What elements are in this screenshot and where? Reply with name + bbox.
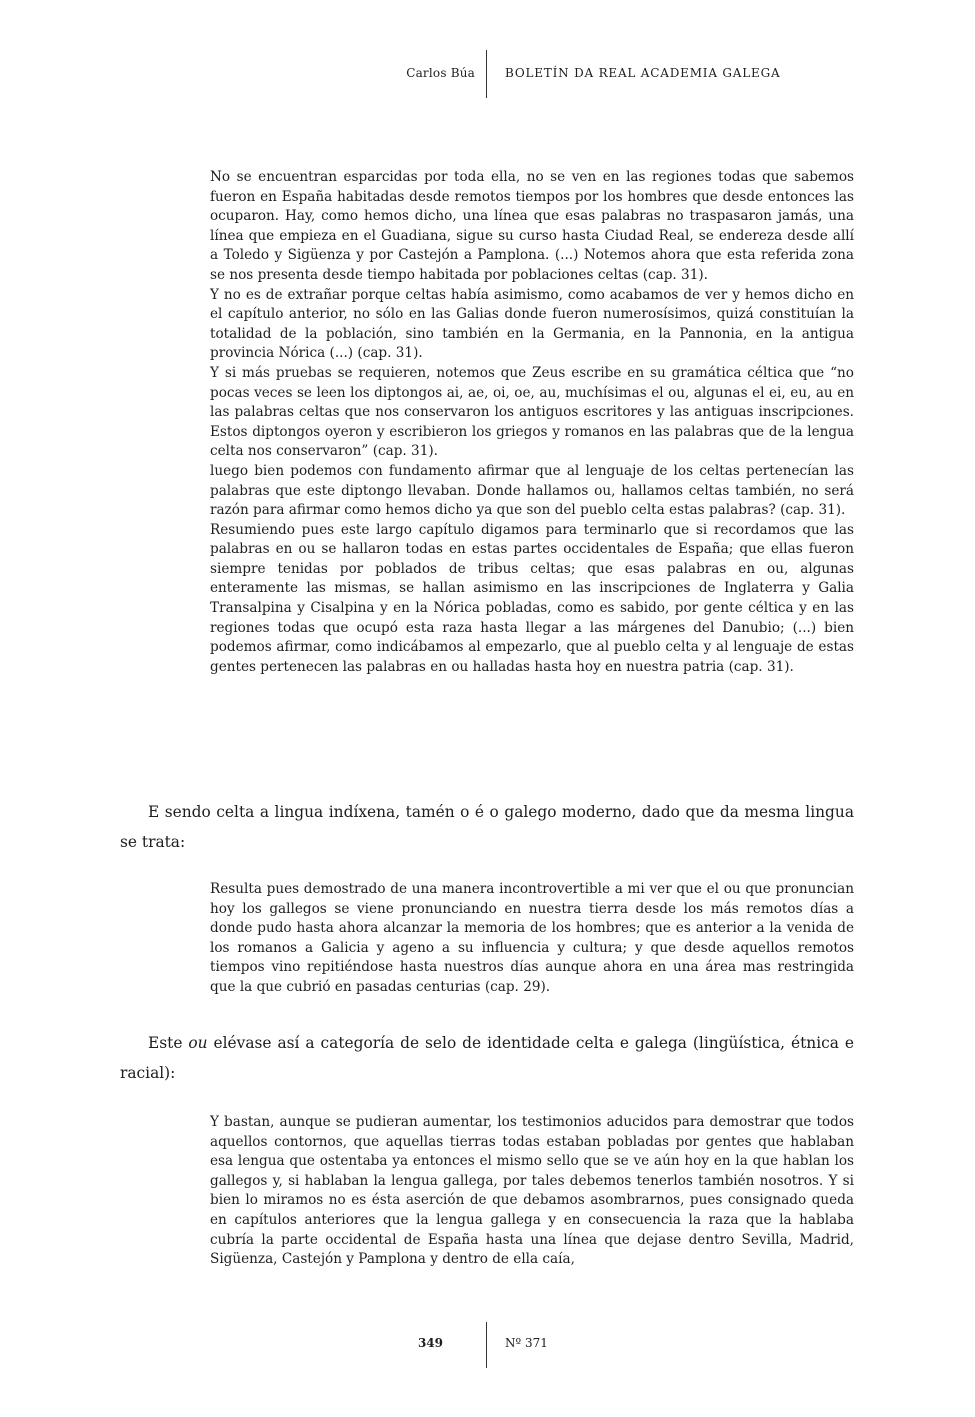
page-number: 349 xyxy=(417,1336,443,1350)
page-footer xyxy=(0,1322,975,1368)
italic-term: ou xyxy=(188,1034,208,1052)
body-text: E sendo celta a lingua indíxena, tamén o é o galego moderno, dado que da mesma lingua se trata: xyxy=(120,803,854,851)
block-quote-2 xyxy=(210,880,854,998)
block-quote-3 xyxy=(210,1113,854,1270)
block-quote-1 xyxy=(210,168,854,677)
body-text xyxy=(120,1028,854,1088)
body-text-end: elévase así a categoría de selo de identidade celta e galega (lingüística, étnica e racial): xyxy=(120,1034,854,1082)
footer-divider xyxy=(486,1322,487,1368)
body-paragraph-1 xyxy=(120,797,854,857)
quote-paragraph: No se encuentran esparcidas por toda ella, no se ven en las regiones todas que sabemos fueron en España habitadas desde remotos tiempos por los hombres que desde entonces las ocuparon. Hay, como hemos dicho, una línea que esas palabras no traspasaron jamás, una línea que empieza en el Guadiana, sigue su curso hasta Ciudad Real, se endereza desde allí a Toledo y Sigüenza y por Castejón a Pamplona. (...) Notemos ahora que esta referida zona se nos presenta desde tiempo habitada por poblaciones celtas (cap. 31). xyxy=(210,169,854,283)
header-divider xyxy=(486,50,487,98)
quote-paragraph: luego bien podemos con fundamento afirmar que al lenguaje de los celtas pertenecían las palabras que este diptongo llevaban. Donde hallamos ou, hallamos celtas también, no será razón para afirmar como hemos dicho ya que son del pueblo celta estas palabras? (cap. 31). xyxy=(210,462,854,519)
running-header xyxy=(0,50,975,98)
quote-paragraph: Resulta pues demostrado de una manera incontrovertible a mi ver que el ou que pronuncian hoy los gallegos se viene pronunciando en nuestra tierra desde los más remotos días a donde pudo hasta ahora alcanzar la memoria de los hombres; que es anterior a la venida de los romanos a Galicia y ageno a su influencia y cultura; y que desde aquellos remotos tiempos vino repitiéndose hasta nuestros días aunque ahora en una área mas restringida que la que cubrió en pasadas centurias (cap. 29). xyxy=(210,881,854,995)
quote-paragraph: Y no es de extrañar porque celtas había asimismo, como acabamos de ver y hemos dicho en el capítulo anterior, no sólo en las Galias donde fueron numerosísimos, quizá constituían la totalidad de la población, sino también en la Germania, en la Pannonia, en la antigua provincia Nórica (...) (cap. 31). xyxy=(210,286,854,362)
issue-number: Nº 371 xyxy=(505,1336,548,1350)
body-text-start: Este xyxy=(148,1034,189,1052)
quote-paragraph: Y bastan, aunque se pudieran aumentar, los testimonios aducidos para demostrar que todos aquellos contornos, que aquellas tierras todas estaban pobladas por gentes que hablaban esa lengua que ostentaba ya entonces el mismo sello que se ve aún hoy en la que hablan los gallegos y, si hablaban la lengua gallega, por tales debemos tenerlos también nosotros. Y si bien lo miramos no es ésta aserción de que debamos asombrarnos, pues consignado queda en capítulos anteriores que la lengua gallega y en consecuencia la raza que la hablaba cubría la parte occidental de España hasta una línea que dejase dentro Sevilla, Madrid, Sigüenza, Castejón y Pamplona y dentro de ella caía, xyxy=(210,1114,854,1268)
quote-paragraph: Resumiendo pues este largo capítulo digamos para terminarlo que si recordamos que las palabras en ou se hallaron todas en estas partes occidentales de España; que ellas fueron siempre tenidas por poblados de tribus celtas; que esas palabras en ou, algunas enteramente las mismas, se hallan asimismo en las inscripciones de Inglaterra y Galia Transalpina y Cisalpina y en la Nórica pobladas, como es sabido, por gente céltica y en las regiones todas que ocupó esta raza hasta llegar a las márgenes del Danubio; (...) bien podemos afirmar, como indicábamos al empezarlo, que al pueblo celta y al lenguaje de estas gentes pertenecen las palabras en ou halladas hasta hoy en nuestra patria (cap. 31). xyxy=(210,521,854,675)
body-paragraph-2 xyxy=(120,1028,854,1088)
header-journal-title: BOLETÍN DA REAL ACADEMIA GALEGA xyxy=(505,66,781,80)
quote-paragraph: Y si más pruebas se requieren, notemos que Zeus escribe en su gramática céltica que “no pocas veces se leen los diptongos ai, ae, oi, oe, au, muchísimas el ou, algunas el ei, eu, au en las palabras celtas que nos conservaron los antiguos escritores y las antiguas inscripciones. Estos diptongos oyeron y escribieron los griegos y romanos en las palabras que de la lengua celta nos conservaron” (cap. 31). xyxy=(210,364,854,460)
header-author: Carlos Búa xyxy=(406,66,475,80)
